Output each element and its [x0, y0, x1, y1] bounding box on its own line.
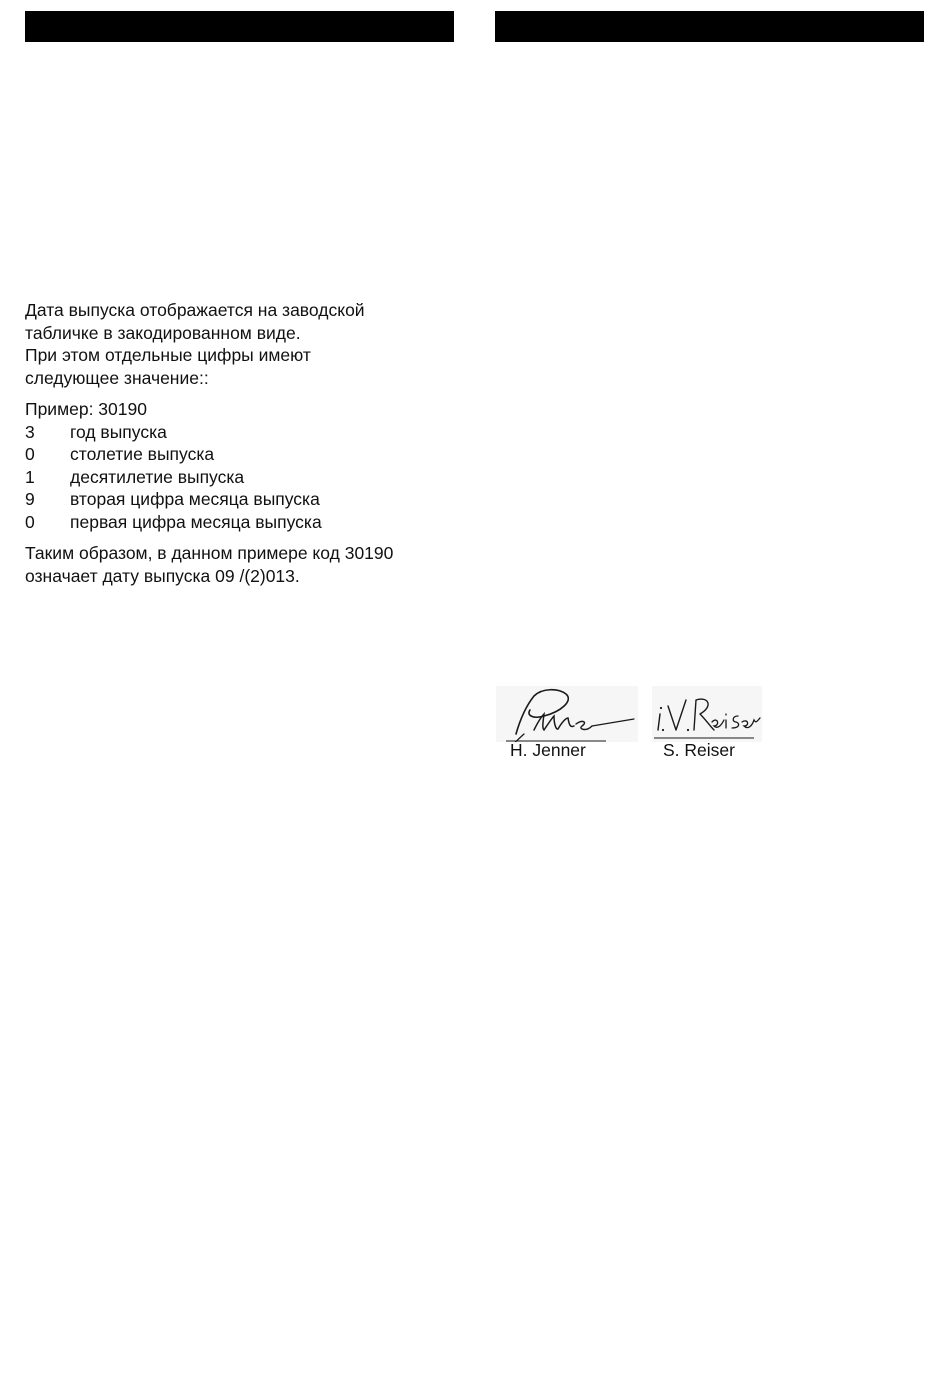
digit-meaning: первая цифра месяца выпуска — [70, 511, 322, 532]
intro-line: следующее значение:: — [25, 367, 209, 388]
intro-line: табличке в закодированном виде. — [25, 322, 301, 343]
digit-value: 9 — [25, 489, 35, 509]
digit-row — [25, 466, 465, 489]
example-title: Пример: 30190 — [25, 399, 147, 419]
handwritten-signature-reiser — [652, 686, 762, 742]
digit-meaning: год выпуска — [70, 421, 167, 442]
conclusion-line: Таким образом, в данном примере код 30190 — [25, 543, 394, 563]
digit-value: 0 — [25, 511, 35, 532]
digit-meaning: столетие выпуска — [70, 444, 215, 464]
conclusion-paragraph — [25, 542, 465, 587]
digit-value: 3 — [25, 421, 35, 442]
signature-reiser — [652, 686, 762, 760]
intro-line: При этом отдельные цифры имеют — [25, 345, 311, 365]
header-bar-left — [25, 11, 454, 42]
intro-line: Дата выпуска отображается на заводской — [25, 300, 365, 320]
digit-row — [25, 511, 465, 534]
signatory-name: S. Reiser — [663, 740, 735, 760]
conclusion-line: означает дату выпуска 09 /(2)013. — [25, 565, 300, 586]
digit-value: 1 — [25, 466, 35, 487]
intro-paragraph — [25, 299, 465, 389]
date-code-section — [25, 299, 465, 587]
digit-value: 0 — [25, 444, 35, 464]
header-bar-right — [495, 11, 924, 42]
digit-row — [25, 488, 465, 511]
digit-list — [25, 421, 465, 534]
digit-row — [25, 421, 465, 444]
digit-row — [25, 443, 465, 466]
signature-jenner — [496, 686, 638, 760]
signatory-name: H. Jenner — [510, 740, 586, 760]
handwritten-signature-jenner — [496, 686, 638, 742]
digit-meaning: вторая цифра месяца выпуска — [70, 489, 320, 509]
digit-meaning: десятилетие выпуска — [70, 466, 245, 487]
